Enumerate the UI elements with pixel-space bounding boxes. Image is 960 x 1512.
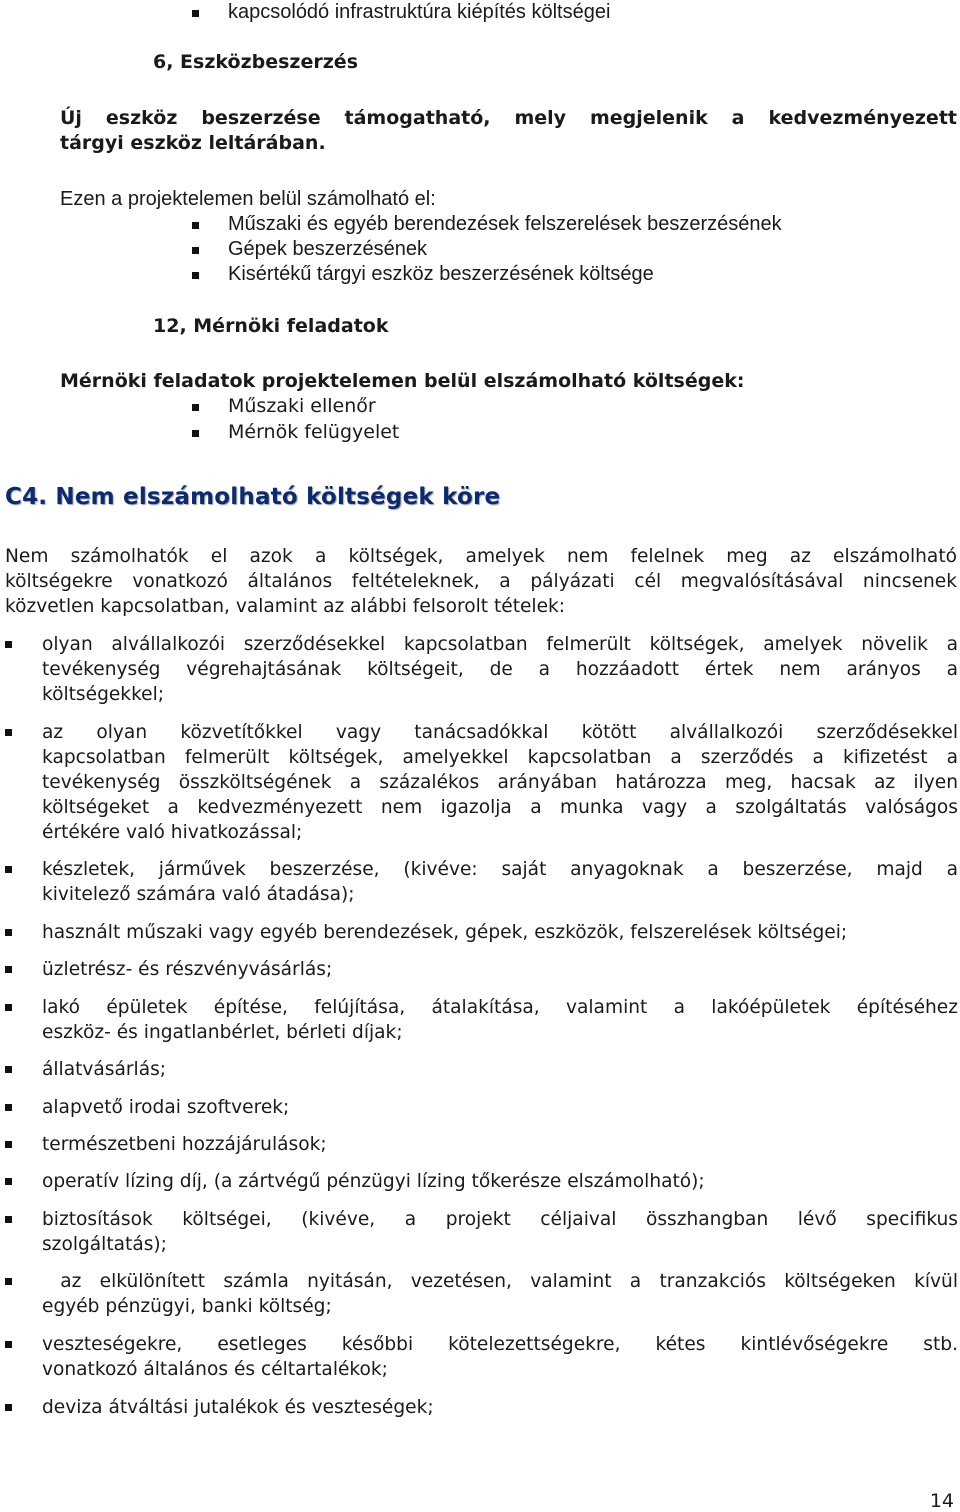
section12-item: Mérnök felügyelet [228, 421, 400, 443]
section6-bold-paragraph [60, 106, 957, 156]
section12-subheading: Mérnöki feladatok projektelemen belül elszámolható költségek: [60, 370, 745, 392]
c4-list-item-line: egyéb pénzügyi, banki költség; [42, 1296, 332, 1317]
c4-list-item-line: az olyan közvetítőkkel vagy tanácsadókkal kötött alvállalkozói szerződésekkel [42, 722, 958, 743]
bullet-square-icon [192, 222, 199, 229]
section6-item: Műszaki és egyéb berendezések felszerelések beszerzésének [228, 213, 782, 235]
bullet-square-icon [5, 929, 12, 936]
c4-list-item [42, 720, 958, 845]
section6-item: Gépek beszerzésének [228, 238, 428, 260]
bullet-square-icon [5, 1341, 12, 1348]
bullet-square-icon [5, 1278, 12, 1285]
bullet-square-icon [5, 966, 12, 973]
c4-intro-line: közvetlen kapcsolatban, valamint az alábbi felsorolt tételek: [5, 596, 566, 617]
c4-list-item [42, 995, 958, 1045]
bullet-square-icon [5, 1216, 12, 1223]
c4-list-item [42, 1207, 958, 1257]
bullet-square-icon [192, 10, 199, 17]
c4-list-item [42, 1057, 958, 1082]
c4-list-item-line: veszteségekre, esetleges későbbi kötelezettségekre, kétes kintlévőségekre stb. [42, 1334, 958, 1355]
c4-list-item [42, 632, 958, 707]
c4-list-item-line: állatvásárlás; [42, 1059, 167, 1080]
c4-intro-paragraph [5, 544, 957, 619]
c4-list-item [42, 1395, 958, 1420]
c4-list-item [42, 957, 958, 982]
c4-list-item-line: költségeket a kedvezményezett nem igazolja a munka vagy a szolgáltatás valóságos [42, 797, 958, 818]
bullet-square-icon [192, 247, 199, 254]
c4-list-item [42, 1132, 958, 1157]
c4-list-item-line: olyan alvállalkozói szerződésekkel kapcsolatban felmerült költségek, amelyek növelik a [42, 634, 958, 655]
c4-list-item-line: készletek, járművek beszerzése, (kivéve: saját anyagoknak a beszerzése, majd a [42, 859, 958, 880]
c4-list-item-line: természetbeni hozzájárulások; [42, 1134, 327, 1155]
section6-heading: 6, Eszközbeszerzés [153, 51, 359, 73]
section6-intro: Ezen a projektelemen belül számolható el: [60, 188, 436, 210]
c4-intro-line: költségekre vonatkozó általános feltételeknek, a pályázati cél megvalósításával nincsenek [5, 571, 957, 592]
c4-list-item-line: értékére való hivatkozással; [42, 822, 303, 843]
c4-list-item-line: deviza átváltási jutalékok és veszteségek; [42, 1397, 434, 1418]
bullet-square-icon [5, 1141, 12, 1148]
bullet-square-icon [5, 729, 12, 736]
c4-list-item [42, 1169, 958, 1194]
bullet-square-icon [5, 1178, 12, 1185]
bullet-square-icon [5, 1104, 12, 1111]
section12-item: Műszaki ellenőr [228, 395, 376, 417]
bullet-square-icon [5, 1066, 12, 1073]
c4-list-item-line: operatív lízing díj, (a zártvégű pénzügyi lízing tőkerésze elszámolható); [42, 1171, 705, 1192]
c4-list-item-line: tevékenység összköltségének a százalékos arányában határozza meg, hacsak az ilyen [42, 772, 958, 793]
bullet-square-icon [192, 430, 199, 437]
c4-list-item-line: üzletrész- és részvényvásárlás; [42, 959, 333, 980]
c4-list-item [42, 1269, 958, 1319]
c4-list-item-line: szolgáltatás); [42, 1234, 167, 1255]
c4-list-item-line: tevékenység végrehajtásának költségeit, de a hozzáadott értek nem arányos a [42, 659, 958, 680]
c4-list-item-line: biztosítások költségei, (kivéve, a projekt céljaival összhangban lévő specifikus [42, 1209, 958, 1230]
c4-list-item-line: lakó épületek építése, felújítása, átalakítása, valamint a lakóépületek építéséhez [42, 997, 958, 1018]
section6-bold-line1: Új eszköz beszerzése támogatható, mely megjelenik a kedvezményezett [60, 107, 957, 129]
c4-list-item-line: kivitelező számára való átadása); [42, 884, 355, 905]
c4-list-item-line: kapcsolatban felmerült költségek, amelyekkel kapcsolatban a szerződés a kifizetést a [42, 747, 958, 768]
c4-list-item-line: vonatkozó általános és céltartalékok; [42, 1359, 388, 1380]
c4-list-item [42, 1332, 958, 1382]
bullet-square-icon [5, 1404, 12, 1411]
bullet-square-icon [5, 1004, 12, 1011]
c4-intro-line: Nem számolhatók el azok a költségek, amelyek nem felelnek meg az elszámolható [5, 546, 957, 567]
c4-list-item [42, 1095, 958, 1120]
section6-bold-line2: tárgyi eszköz leltárában. [60, 132, 326, 154]
c4-list-item-line: költségekkel; [42, 684, 165, 705]
c4-heading: C4. Nem elszámolható költségek köre [5, 484, 501, 510]
section12-heading: 12, Mérnöki feladatok [153, 315, 389, 337]
c4-list-item-line: használt műszaki vagy egyéb berendezések, gépek, eszközök, felszerelések költségei; [42, 922, 848, 943]
c4-list-item [42, 920, 958, 945]
section6-item: Kisértékű tárgyi eszköz beszerzésének költsége [228, 263, 654, 285]
top-bullet-text: kapcsolódó infrastruktúra kiépítés költségei [228, 1, 611, 23]
bullet-square-icon [192, 272, 199, 279]
c4-list-item-line: az elkülönített számla nyitásán, vezetésen, valamint a tranzakciós költségeken kívül [42, 1271, 958, 1292]
bullet-square-icon [5, 641, 12, 648]
bullet-square-icon [192, 404, 199, 411]
c4-list-item [42, 857, 958, 907]
c4-list-item-line: alapvető irodai szoftverek; [42, 1097, 290, 1118]
bullet-square-icon [5, 866, 12, 873]
page-number: 14 [929, 1490, 954, 1512]
c4-list-item-line: eszköz- és ingatlanbérlet, bérleti díjak; [42, 1022, 403, 1043]
